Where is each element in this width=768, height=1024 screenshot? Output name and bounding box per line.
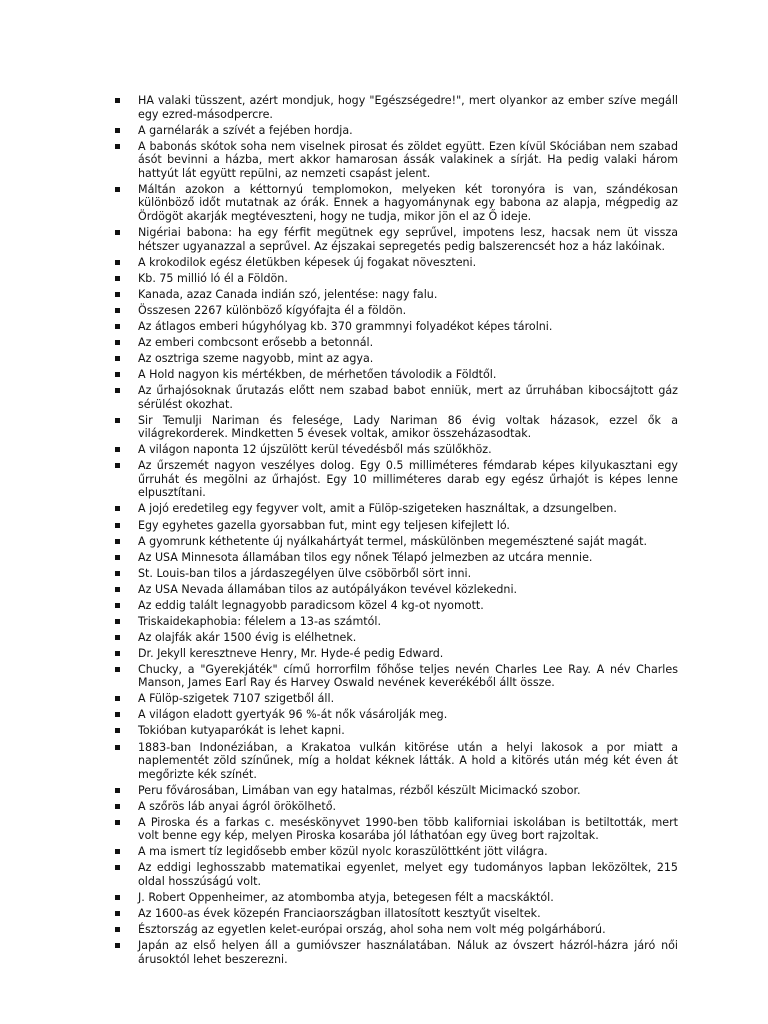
fact-text: Sir Temulji Nariman és felesége, Lady Nariman 86 évig voltak házasok, ezzel ők a világrekorderek. Mindketten 5 évesek voltak, amikor összeházasodtak. [138,413,678,441]
bullet-icon [115,745,120,750]
fact-text: A szőrös láb anyai ágról örökölhető. [138,799,337,813]
bullet-icon [115,128,120,133]
fact-text: Kanada, azaz Canada indián szó, jelentése: nagy falu. [138,287,438,301]
bullet-icon [115,895,120,900]
fact-text: Japán az első helyen áll a gumióvszer használatában. Náluk az óvszert házról-házra járó női árusoktól lehet beszerezni. [138,939,678,966]
list-item [115,599,678,613]
bullet-icon [115,619,120,624]
list-item [115,124,678,138]
list-item [115,816,678,843]
list-item [115,272,678,286]
list-item [115,384,678,411]
list-item [115,923,678,937]
bullet-icon [115,418,120,423]
fact-text: A gyomrunk kéthetente új nyálkahártyát termel, máskülönben megemésztené saját magát. [138,534,648,548]
fact-text: Az átlagos emberi húgyhólyag kb. 370 grammnyi folyadékot képes tárolni. [138,319,553,333]
fact-text: Az USA Minnesota államában tilos egy nőnek Télapó jelmezben az utcára mennie. [138,550,593,564]
fact-text: Az űrszemét nagyon veszélyes dolog. Egy 0.5 milliméteres fémdarab képes kilyukasztani egy űrruhát és megölni az űrhajóst. Egy 10 milliméteres darab egy egész űrhajót is képes lenne elpusztítani. [138,459,678,500]
list-item [115,94,678,121]
fact-text: Tokióban kutyaparókát is lehet kapni. [138,724,345,738]
list-item [115,939,678,966]
bullet-icon [115,571,120,576]
bullet-icon [115,447,120,452]
fact-text: Az eddigi leghosszabb matematikai egyenlet, melyet egy tudományos lapban leközöltek, 215 oldal hosszúságú volt. [138,861,678,889]
bullet-icon [115,804,120,809]
list-item [115,861,678,888]
list-item [115,891,678,905]
list-item [115,414,678,441]
bullet-icon [115,276,120,281]
list-item [115,692,678,706]
bullet-icon [115,911,120,916]
list-item [115,800,678,814]
bullet-icon [115,187,120,192]
bullet-icon [115,667,120,672]
fact-text: A ma ismert tíz legidősebb ember közül nyolc koraszülöttként jött világra. [138,845,548,859]
fact-text: Az eddig talált legnagyobb paradicsom közel 4 kg-ot nyomott. [138,598,484,612]
bullet-icon [115,820,120,825]
fact-text: Dr. Jekyll keresztneve Henry, Mr. Hyde-é pedig Edward. [138,646,444,660]
fact-text: A babonás skótok soha nem viselnek pirosat és zöldet együtt. Ezen kívül Skóciában nem szabad ásót bevinni a házba, mert akkor hamarosan ássák valakinek a sírját. Ha pedig valaki három hattyút lát együtt repülni, az nemzeti csapást jelent. [138,139,678,180]
list-item [115,336,678,350]
bullet-icon [115,712,120,717]
list-item [115,724,678,738]
fact-text: A garnélarák a szívét a fejében hordja. [138,123,353,137]
list-item [115,535,678,549]
fact-text: Az 1600-as évek közepén Franciaországban illatosított kesztyűt viseltek. [138,907,541,921]
fact-text: A jojó eredetileg egy fegyver volt, amit a Fülöp-szigeteken használtak, a dzsungelben. [138,502,617,516]
list-item [115,288,678,302]
bullet-icon [115,463,120,468]
fact-text: Egy egyhetes gazella gyorsabban fut, mint egy teljesen kifejlett ló. [138,518,510,532]
fact-text: A Piroska és a farkas c. meséskönyvet 1990-ben több kaliforniai iskolában is betiltották, mert volt benne egy kép, melyen Piroska kosarába jól láthatóan egy üveg bort rajzoltak. [138,815,678,843]
fact-text: St. Louis-ban tilos a járdaszegélyen ülve csöbörből sört inni. [138,566,472,580]
list-item [115,502,678,516]
bullet-icon [115,356,120,361]
list-item [115,647,678,661]
list-item [115,615,678,629]
list-item [115,519,678,533]
bullet-icon [115,308,120,313]
fact-text: Az űrhajósoknak űrutazás előtt nem szabad babot enniük, mert az űrruhában kibocsájtott gáz sérülést okozhat. [138,383,678,411]
fact-text: A Hold nagyon kis mértékben, de mérhetően távolodik a Földtől. [138,367,497,381]
bullet-icon [115,230,120,235]
list-item [115,663,678,690]
bullet-icon [115,696,120,701]
list-item [115,741,678,782]
bullet-icon [115,523,120,528]
bullet-icon [115,865,120,870]
list-item [115,256,678,270]
fact-text: Triskaidekaphobia: félelem a 13-as számtól. [138,614,381,628]
bullet-icon [115,651,120,656]
bullet-icon [115,506,120,511]
fact-text: Az USA Nevada államában tilos az autópályákon tevével közlekedni. [138,582,518,596]
bullet-icon [115,372,120,377]
list-item [115,784,678,798]
bullet-icon [115,388,120,393]
fact-text: 1883-ban Indonéziában, a Krakatoa vulkán kitörése után a helyi lakosok a por miatt a naplementét zöld színűnek, míg a holdat kéknek látták. A hold a kitörés után még két éven át megőrizte kék színét. [138,740,678,781]
bullet-icon [115,324,120,329]
bullet-icon [115,340,120,345]
bullet-icon [115,927,120,932]
list-item [115,140,678,181]
fact-text: A Fülöp-szigetek 7107 szigetből áll. [138,692,335,706]
list-item [115,845,678,859]
list-item [115,320,678,334]
list-item [115,907,678,921]
fact-text: Az emberi combcsont erősebb a betonnál. [138,335,374,349]
fact-text: Nigériai babona: ha egy férfit megütnek egy seprűvel, impotens lesz, hacsak nem üt vissza hétszer ugyanazzal a seprűvel. Az éjszakai sepregetés pedig balszerencsét hoz a ház lakóinak. [138,226,678,253]
bullet-icon [115,603,120,608]
fact-text: Kb. 75 millió ló él a Földön. [138,271,288,285]
fact-text: HA valaki tüsszent, azért mondjuk, hogy "Egészségedre!", mert olyankor az ember szíve megáll egy ezred-másodpercre. [138,94,678,121]
bullet-icon [115,539,120,544]
list-item [115,183,678,224]
fact-text: Összesen 2267 különböző kígyófajta él a földön. [138,303,407,317]
facts-list [115,94,678,969]
fact-text: Észtország az egyetlen kelet-európai ország, ahol soha nem volt még polgárháború. [138,923,606,937]
list-item [115,708,678,722]
list-item [115,631,678,645]
fact-text: Chucky, a "Gyerekjáték" című horrorfilm főhőse teljes nevén Charles Lee Ray. A név Charles Manson, James Earl Ray és Harvey Oswald nevének keverékéből állt össze. [138,662,678,690]
list-item [115,583,678,597]
list-item [115,352,678,366]
bullet-icon [115,98,120,103]
list-item [115,551,678,565]
fact-text: A világon naponta 12 újszülött kerül tévedésből más szülőkhöz. [138,443,492,457]
list-item [115,459,678,500]
list-item [115,226,678,253]
fact-text: A krokodilok egész életükben képesek új fogakat növeszteni. [138,255,477,269]
fact-text: Az osztriga szeme nagyobb, mint az agya. [138,351,374,365]
fact-text: Máltán azokon a kéttornyú templomokon, melyeken két toronyóra is van, szándékosan különböző időt mutatnak az órák. Ennek a hagyománynak egy babona az alapja, mégpedig az Ördögöt akarják megtéveszteni, hogy ne tudja, mikor jön el az Ő ideje. [138,182,678,224]
fact-text: A világon eladott gyertyák 96 %-át nők vásárolják meg. [138,708,448,722]
fact-text: J. Robert Oppenheimer, az atombomba atyja, betegesen félt a macskáktól. [138,891,554,905]
bullet-icon [115,260,120,265]
bullet-icon [115,555,120,560]
bullet-icon [115,728,120,733]
list-item [115,304,678,318]
bullet-icon [115,144,120,149]
list-item [115,443,678,457]
bullet-icon [115,587,120,592]
bullet-icon [115,635,120,640]
list-item [115,368,678,382]
fact-text: Peru fővárosában, Limában van egy hatalmas, rézből készült Micimackó szobor. [138,783,581,797]
bullet-icon [115,788,120,793]
bullet-icon [115,292,120,297]
fact-text: Az olajfák akár 1500 évig is elélhetnek. [138,630,357,644]
bullet-icon [115,849,120,854]
list-item [115,567,678,581]
bullet-icon [115,943,120,948]
